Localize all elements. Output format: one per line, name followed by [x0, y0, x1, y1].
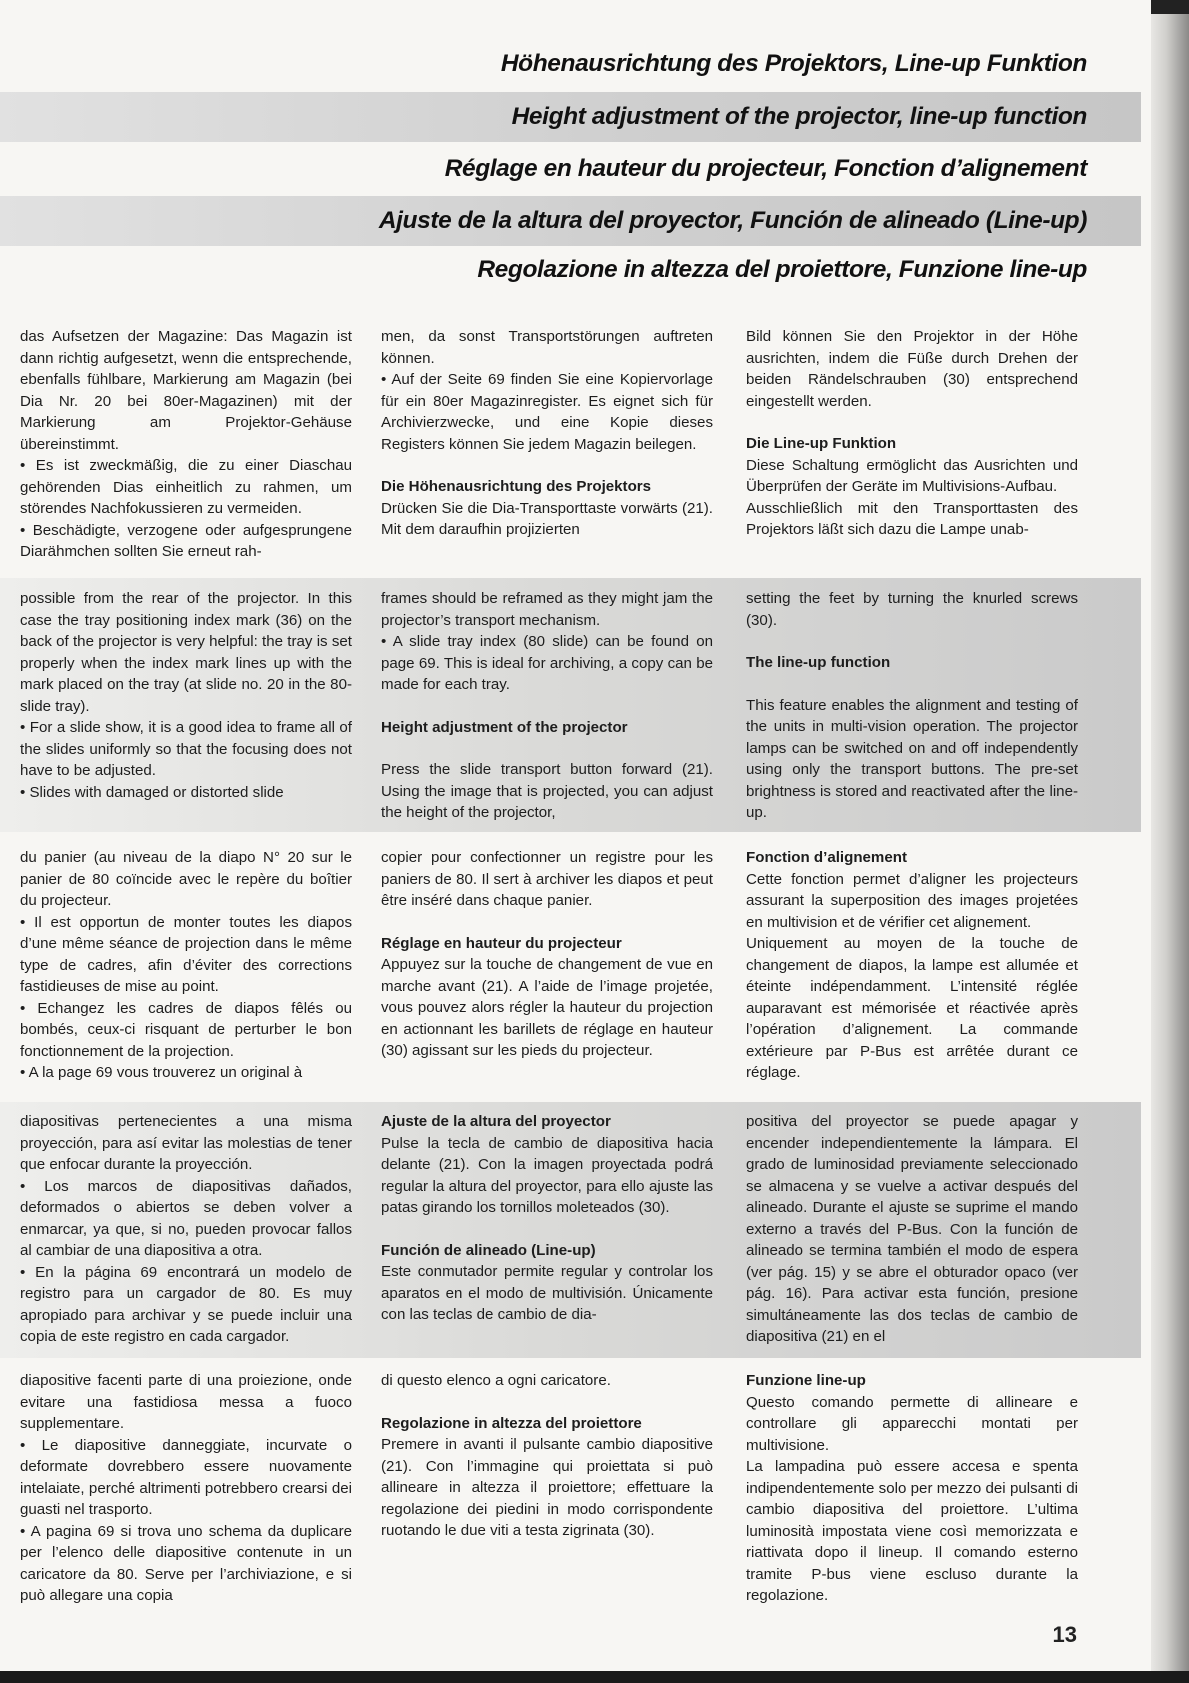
paragraph: das Aufsetzen der Magazine: Das Magazin ist dann richtig aufgesetzt, wenn die entsprechende, ebenfalls fühlbare, Markierung am Magazin (bei Dia Nr. 20 bei 80er-Magazinen) mit der Markierung am Projektor-Gehäuse übereinstimmt.: [20, 328, 352, 453]
paragraph: • Los marcos de diapositivas dañados, deformados o abiertos se deben volver a enmarcar, ya que, si no, pueden provocar fallos al cambiar de una diapositiva a otra.: [20, 1177, 352, 1259]
section-es: [0, 1102, 1141, 1358]
subheading: The line-up function: [746, 654, 891, 671]
en-col-1: [20, 588, 352, 803]
paragraph: • Es ist zweckmäßig, die zu einer Diaschau gehörenden Dias einheitlich zu rahmen, um störendes Nachfokussieren zu vermeiden.: [20, 457, 352, 517]
heading-fr: Réglage en hauteur du projecteur, Fonction d’alignement: [444, 155, 1087, 182]
subheading: Height adjustment of the projector: [381, 718, 628, 736]
paragraph: diapositivas pertenecientes a una misma proyección, para así evitar las molestias de tener que enfocar durante la proyección.: [20, 1113, 352, 1173]
section-it: [0, 1370, 1141, 1620]
heading-de: Höhenausrichtung des Projektors, Line-up Funktion: [500, 50, 1087, 77]
en-col-2: [381, 588, 713, 824]
paragraph: Appuyez sur la touche de changement de vue en marche avant (21). A l’aide de l’image projetée, vous pouvez alors régler la hauteur du projection en actionnant les barillets de réglage en hauteur (30) agissant sur les pieds du projecteur.: [381, 956, 713, 1059]
paragraph: • Auf der Seite 69 finden Sie eine Kopiervorlage für ein 80er Magazinregister. Es eignet sich für Archivierzwecke, und eine Kopie dieses Registers können Sie jedem Magazin beilegen.: [381, 371, 713, 453]
subheading: Regolazione in altezza del proiettore: [381, 1414, 642, 1432]
es-col-1: [20, 1111, 352, 1348]
section-fr: [0, 847, 1141, 1092]
subheading: Función de alineado (Line-up): [381, 1241, 596, 1259]
page-edge-top: [1151, 0, 1189, 14]
section-de: [0, 326, 1141, 571]
heading-it: Regolazione in altezza del proiettore, Funzione line-up: [477, 256, 1087, 283]
it-col-3: [746, 1370, 1078, 1607]
page-number: 13: [1052, 1622, 1077, 1647]
paragraph: Uniquement au moyen de la touche de changement de diapos, la lampe est allumée et éteinte indépendamment. L’intensité réglée auparavant est mémorisée et réactivée après l’opération d’alignement. La commande extérieure par P-Bus est arrêtée durant ce réglage.: [746, 935, 1078, 1081]
paragraph: Cette fonction permet d’aligner les projecteurs assurant la superposition des images projetées en multivision et de vérifier cet alignement.: [746, 870, 1078, 931]
paragraph: Diese Schaltung ermöglicht das Ausrichten und Überprüfen der Geräte im Multivisions-Aufbau.: [746, 456, 1078, 495]
paragraph: frames should be reframed as they might jam the projector’s transport mechanism.: [381, 590, 713, 629]
paragraph: diapositive facenti parte di una proiezione, onde evitare una fastidiosa messa a fuoco supplementare.: [20, 1372, 352, 1432]
section-en: [0, 578, 1141, 832]
paragraph: • Beschädigte, verzogene oder aufgesprungene Diarähmchen sollten Sie erneut rah-: [20, 521, 352, 560]
es-col-2: [381, 1111, 713, 1326]
paragraph: positiva del proyector se puede apagar y encender independientemente la lámpara. El grado de luminosidad previamente seleccionado se almacena y se vuelve a activar después del alineado. Durante el ajuste se suprime el mando externo a través del P-Bus. Con la función de alineado se termina también el modo de espera (ver pág. 15) y se abre el obturador opaco (ver pág. 16). Para activar esta función, presione simultáneamente las dos teclas de cambio de diapositiva (21) en el: [746, 1113, 1078, 1345]
paragraph: di questo elenco a ogni caricatore.: [381, 1372, 611, 1389]
paragraph: • For a slide show, it is a good idea to frame all of the slides uniformly so that the focusing does not have to be adjusted.: [20, 719, 352, 779]
fr-col-1: [20, 847, 352, 1084]
subheading: Fonction d’alignement: [746, 849, 907, 866]
subheading: Die Höhenausrichtung des Projektors: [381, 478, 652, 495]
fr-col-3: [746, 847, 1078, 1084]
paragraph: possible from the rear of the projector. In this case the tray positioning index mark (36) on the back of the projector is very helpful: the tray is set properly when the index mark lines up with the mark placed on the tray (at slide no. 20 in the 80-slide tray).: [20, 590, 352, 715]
de-col-2: [381, 326, 713, 541]
paragraph: Questo comando permette di allineare e controllare gli apparecchi montati per multivisione.: [746, 1393, 1078, 1454]
paragraph: copier pour confectionner un registre pour les paniers de 80. Il sert à archiver les diapos et peut être inséré dans chaque panier.: [381, 849, 713, 909]
paragraph: • Slides with damaged or distorted slide: [20, 783, 284, 801]
paragraph: Ausschließlich mit den Transporttasten des Projektors läßt sich dazu die Lampe unab-: [746, 499, 1078, 538]
fr-col-2: [381, 847, 713, 1062]
de-col-3: [746, 326, 1078, 541]
paragraph: • Echangez les cadres de diapos fêlés ou bombés, ceux-ci risquant de perturber le bon fonctionnement de la projection.: [20, 999, 352, 1060]
en-col-3: [746, 588, 1078, 824]
paragraph: du panier (au niveau de la diapo N° 20 sur le panier de 80 coïncide avec le repère du boîtier du projecteur.: [20, 849, 352, 909]
heading-en: Height adjustment of the projector, line-up function: [0, 92, 1141, 142]
subheading: Réglage en hauteur du projecteur: [381, 934, 622, 952]
paragraph: Drücken Sie die Dia-Transporttaste vorwärts (21). Mit dem daraufhin projizierten: [381, 499, 713, 538]
paragraph: setting the feet by turning the knurled screws (30).: [746, 590, 1078, 629]
subheading: Ajuste de la altura del proyector: [381, 1113, 611, 1130]
paragraph: Premere in avanti il pulsante cambio diapositive (21). Con l’immagine qui proiettata si può allineare in altezza il proiettore; effettuare la regolazione dei piedini in modo corrispondente ruotando le due viti a testa zigrinata (30).: [381, 1436, 713, 1539]
paragraph: • En la página 69 encontrará un modelo de registro para un cargador de 80. Es muy apropiado para archivar y se puede incluir una copia de este registro en cada cargador.: [20, 1263, 352, 1345]
paragraph: • Le diapositive danneggiate, incurvate o deformate dovrebbero essere nuovamente intelaiate, perché altrimenti potrebbero crearsi dei guasti nel trasporto.: [20, 1436, 352, 1518]
paragraph: • A la page 69 vous trouverez un original à: [20, 1064, 303, 1081]
paragraph: • A slide tray index (80 slide) can be found on page 69. This is ideal for archiving, a copy can be made for each tray.: [381, 633, 713, 693]
es-col-3: [746, 1111, 1078, 1348]
paragraph: La lampadina può essere accesa e spenta indipendentemente solo per mezzo dei pulsanti di cambio diapositiva del proiettore. L’ultima luminosità impostata viene così memorizzata e riattivata dopo il lineup. Il comando esterno tramite P-bus viene escluso durante la regolazione.: [746, 1458, 1078, 1604]
subheading: Funzione line-up: [746, 1372, 866, 1389]
heading-es: Ajuste de la altura del proyector, Función de alineado (Line-up): [0, 196, 1141, 246]
subheading: Die Line-up Funktion: [746, 435, 897, 452]
paragraph: Press the slide transport button forward (21). Using the image that is projected, you can adjust the height of the projector,: [381, 761, 713, 821]
paragraph: • Il est opportun de monter toutes les diapos d’une même séance de projection dans le même type de cadres, afin d’éviter des corrections fastidieuses de mise au point.: [20, 913, 352, 995]
paragraph: Este conmutador permite regular y controlar los aparatos en el modo de multivisión. Únicamente con las teclas de cambio de dia-: [381, 1263, 713, 1323]
page-bottom-border: [0, 1671, 1189, 1683]
de-col-1: [20, 326, 352, 563]
paragraph: Pulse la tecla de cambio de diapositiva hacia delante (21). Con la imagen proyectada podrá regular la altura del proyector, para ello ajuste las patas girando los tornillos moleteados (30).: [381, 1134, 713, 1216]
paragraph: Bild können Sie den Projektor in der Höhe ausrichten, indem die Füße durch Drehen der beiden Rändelschrauben (30) entsprechend eingestellt werden.: [746, 328, 1078, 410]
it-col-1: [20, 1370, 352, 1607]
page-edge-shadow: [1151, 0, 1189, 1683]
it-col-2: [381, 1370, 713, 1542]
paragraph: This feature enables the alignment and testing of the units in multi-vision operation. The projector lamps can be switched on and off independently using only the transport buttons. The pre-set brightness is stored and reactivated after the line-up.: [746, 696, 1078, 821]
paragraph: men, da sonst Transportstörungen auftreten können.: [381, 328, 713, 367]
paragraph: • A pagina 69 si trova uno schema da duplicare per l’elenco delle diapositive contenute in un caricatore da 80. Serve per l’archiviazione, e si può allegare una copia: [20, 1522, 352, 1604]
